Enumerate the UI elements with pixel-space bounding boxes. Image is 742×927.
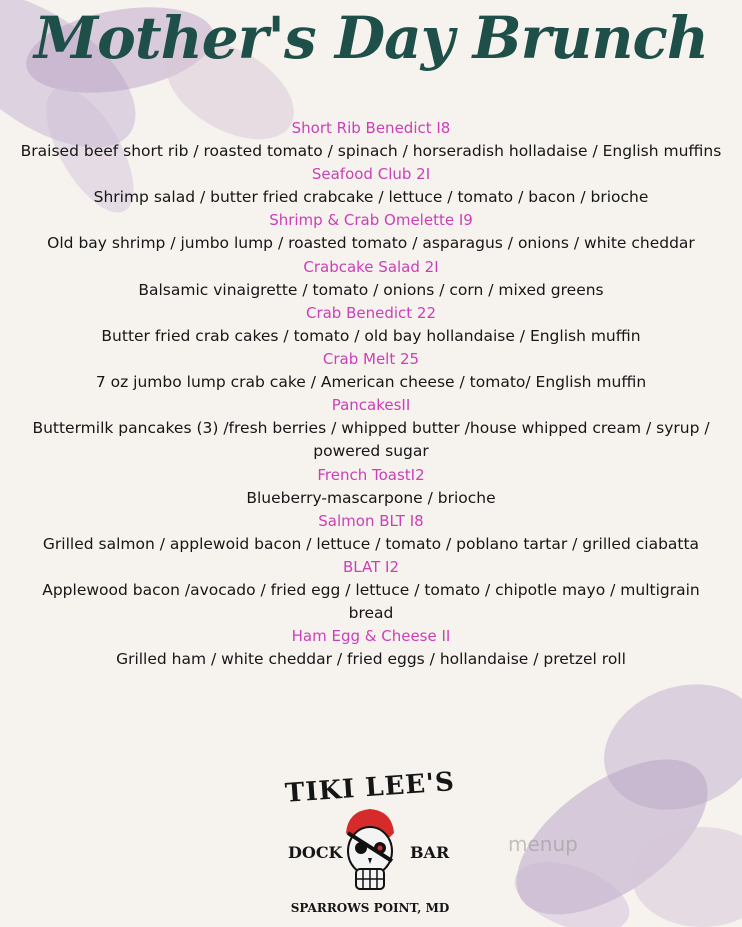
pirate-skull-icon (340, 803, 400, 898)
menu-item-description: Balsamic vinaigrette / tomato / onions / corn / mixed greens (138, 280, 604, 299)
menu-item-name: Crab Melt 25 (322, 350, 420, 369)
menu-item-name: Crabcake Salad 2I (303, 257, 439, 276)
menu-item-description: Butter fried crab cakes / tomato / old bay hollandaise / English muffin (101, 326, 641, 345)
bottom-right-flower-decoration (482, 667, 742, 927)
menu-item-name: BLAT I2 (343, 558, 399, 577)
menu-item-name: Shrimp & Crab Omelette I9 (269, 211, 473, 230)
menu-item-name: French ToastI2 (317, 465, 425, 484)
menu-item-name: Ham Egg & Cheese II (291, 627, 451, 646)
menu-item-description: Blueberry-mascarpone / brioche (246, 488, 496, 507)
menu-item-description: Buttermilk pancakes (3) /fresh berries / whipped butter /house whipped cream / syrup / powered sugar (32, 419, 710, 461)
logo-location: SPARROWS POINT, MD (290, 901, 450, 915)
menu-item-description: Grilled ham / white cheddar / fried eggs / hollandaise / pretzel roll (116, 650, 626, 669)
menu-item-description: Grilled salmon / applewoid bacon / lettuce / tomato / poblano tartar / grilled ciabatta (42, 534, 700, 553)
menu-item-name: PancakesII (331, 396, 411, 415)
menu-item-description: 7 oz jumbo lump crab cake / American cheese / tomato/ English muffin (95, 373, 647, 392)
logo (270, 763, 470, 923)
menu-item-description: Shrimp salad / butter fried crabcake / lettuce / tomato / bacon / brioche (93, 188, 649, 207)
logo-right-word: BAR (410, 843, 450, 862)
menu-item-description: Old bay shrimp / jumbo lump / roasted tomato / asparagus / onions / white cheddar (47, 234, 695, 253)
menu-item-description: Applewood bacon /avocado / fried egg / lettuce / tomato / chipotle mayo / multigrain bread (42, 581, 700, 623)
menu-item-name: Short Rib Benedict I8 (291, 119, 451, 137)
page-title: Mother's Day Brunch (33, 4, 709, 72)
menu-list (20, 117, 722, 672)
menu-item-description: Braised beef short rib / roasted tomato / spinach / horseradish holladaise / English muffins (20, 142, 722, 160)
menu-item-name: Seafood Club 2I (311, 165, 431, 184)
logo-name: TIKI LEE'S (284, 767, 456, 809)
menu-item-name: Crab Benedict 22 (305, 303, 437, 322)
menu-item-name: Salmon BLT I8 (318, 511, 424, 530)
watermark: menup (508, 832, 578, 856)
logo-left-word: DOCK (288, 843, 343, 862)
